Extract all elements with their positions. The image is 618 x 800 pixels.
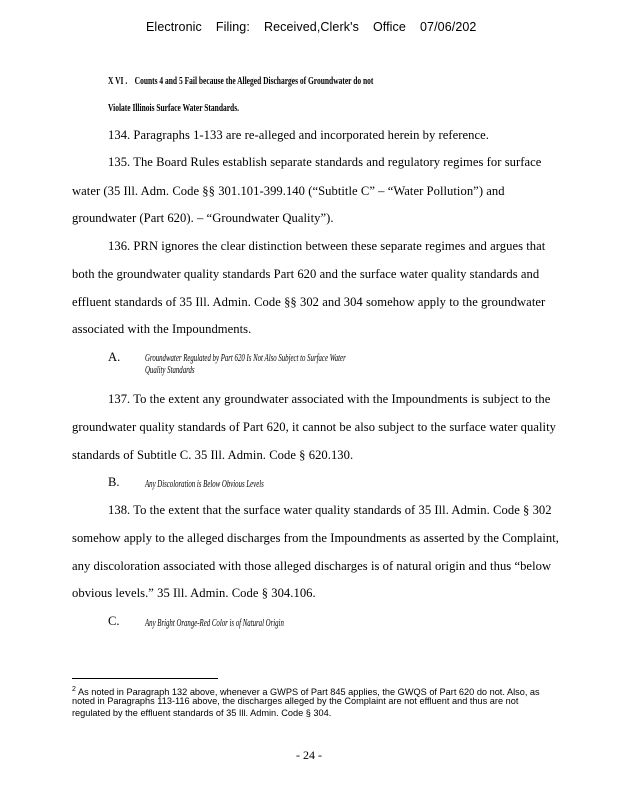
paragraph-138-line4: obvious levels.” 35 Ill. Admin. Code § 304.106. [72,586,316,600]
header-electronic: Electronic [146,20,202,34]
paragraph-138-line3: any discoloration associated with those alleged discharges is of natural origin and thus “below [72,559,552,573]
header-office: Office [372,20,406,34]
subsection-a-title-line2: Quality Standards [145,364,195,376]
paragraph-136-line3: effluent standards of 35 Ill. Admin. Code §§ 302 and 304 somehow apply to the groundwater [72,295,546,309]
paragraph-136-line4: associated with the Impoundments. [72,322,252,336]
subsection-a-letter: A. [108,350,121,364]
paragraph-136-line1: 136. PRN ignores the clear distinction between these separate regimes and argues that [108,239,546,253]
subsection-b-title: Any Discoloration is Below Obvious Levels [145,478,264,490]
paragraph-137-line1: 137. To the extent any groundwater associated with the Impoundments is subject to the [108,392,551,406]
section-number: X VI . [108,75,128,87]
footnote-text-line1: As noted in Paragraph 132 above, whenever a GWPS of Part 845 applies, the GWQS of Part 620 do not. Also, as [77,687,540,698]
paragraph-135-line1: 135. The Board Rules establish separate standards and regulatory regimes for surface [108,155,542,169]
header-date: 07/06/202 [419,20,477,34]
section-title-line1: Counts 4 and 5 Fail because the Alleged Discharges of Groundwater do not [134,75,374,87]
filing-header [146,20,476,34]
subsection-a-title-line1: Groundwater Regulated by Part 620 Is Not Also Subject to Surface Water [145,352,346,364]
paragraph-137-line3: standards of Subtitle C. 35 Ill. Admin. Code § 620.130. [72,448,354,462]
subsection-c-title: Any Bright Orange-Red Color is of Natural Origin [145,617,284,629]
paragraph-137-line2 [72,420,556,435]
footnote-line3: regulated by the effluent standards of 35 Ill. Admin. Code § 304. [72,708,332,718]
paragraph-135-line2: water (35 Ill. Adm. Code §§ 301.101-399.140 (“Subtitle C” – “Water Pollution”) and [72,184,505,198]
paragraph-135-line3: groundwater (Part 620). – “Groundwater Quality”). [72,211,334,225]
section-heading-line2: Violate Illinois Surface Water Standards. [108,102,239,114]
footnote-marker: 2 [72,686,76,693]
header-received: Received,Clerk's [263,20,359,34]
footnote-separator [72,678,218,679]
footnote-line2: noted in Paragraphs 113-116 above, the discharges alleged by the Complaint are not effluent and thus are not [72,696,519,706]
subsection-b-letter: B. [108,475,120,489]
page-number: - 24 - [296,748,322,762]
subsection-c-letter: C. [108,614,120,628]
paragraph-134: 134. Paragraphs 1-133 are re-alleged and incorporated herein by reference. [108,128,489,142]
paragraph-137-line2-text: groundwater quality standards of Part 620, it cannot be also subject to the surface water quality [72,420,556,434]
paragraph-138-line2: somehow apply to the alleged discharges from the Impoundments as asserted by the Complaint, [72,531,559,545]
paragraph-138-line1: 138. To the extent that the surface water quality standards of 35 Ill. Admin. Code § 302 [108,503,552,517]
section-heading-line1 [108,75,373,87]
paragraph-136-line2: both the groundwater quality standards Part 620 and the surface water quality standards and [72,267,540,281]
header-filing: Filing: [215,20,250,34]
